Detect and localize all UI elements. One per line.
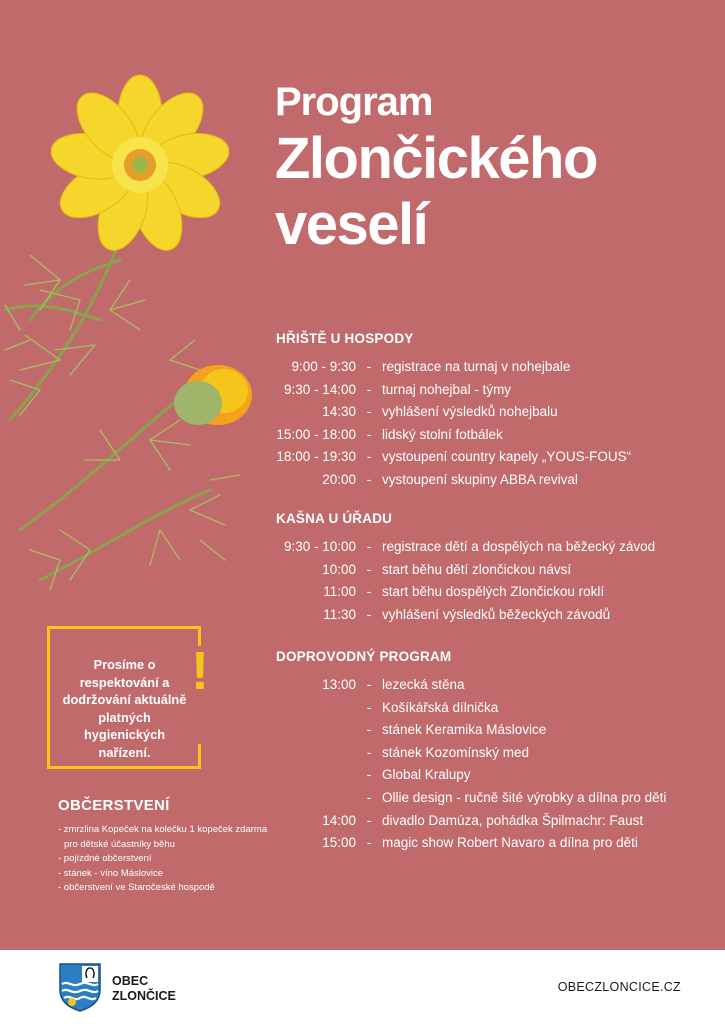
notice-text: Prosíme o respektování a dodržování aktuálně platných hygienických nařízení. <box>62 657 187 760</box>
row-text: Košíkářská dílnička <box>382 699 499 715</box>
row-dash: - <box>366 359 372 374</box>
row-text: magic show Robert Navaro a dílna pro děti <box>382 835 638 851</box>
schedule-row <box>276 424 706 447</box>
row-time: 13:00 <box>322 677 356 692</box>
schedule-row <box>276 379 706 402</box>
schedule-row <box>276 810 706 833</box>
schedule-row <box>276 832 706 855</box>
section-doprovodny <box>276 649 706 855</box>
row-text: turnaj nohejbal - týmy <box>382 381 512 397</box>
row-time: 14:00 <box>322 812 356 828</box>
schedule-row <box>276 356 706 379</box>
schedule-row <box>276 674 706 697</box>
schedule-row <box>276 697 706 720</box>
row-dash: - <box>366 812 372 828</box>
row-dash: - <box>366 539 372 554</box>
schedule-row <box>276 401 706 424</box>
row-time: 14:30 <box>322 404 356 420</box>
schedule-row <box>276 469 706 492</box>
notice-frame-edge <box>198 744 201 769</box>
title-line-2: Zlončického <box>275 126 597 191</box>
row-text: lidský stolní fotbálek <box>382 426 503 442</box>
hygiene-notice <box>47 626 209 773</box>
row-text: divadlo Damúza, pohádka Špilmachr: Faust <box>382 812 644 828</box>
schedule-row <box>276 742 706 765</box>
row-time: 15:00 <box>322 835 356 851</box>
row-time <box>276 764 356 787</box>
refreshments <box>58 797 278 896</box>
schedule-row <box>276 536 706 559</box>
village-crest-icon <box>58 962 102 1012</box>
footer <box>0 950 725 1024</box>
row-time: 11:00 <box>323 584 356 600</box>
warning-exclamation-icon: ! <box>191 641 209 701</box>
row-dash: - <box>366 789 372 805</box>
row-time <box>276 719 356 742</box>
section-hriste <box>276 331 706 492</box>
row-time <box>276 697 356 720</box>
row-dash: - <box>366 449 372 465</box>
footer-website-link[interactable]: OBECZLONCICE.CZ <box>557 980 681 994</box>
row-dash: - <box>366 404 372 420</box>
row-text: vystoupení country kapely „YOUS-FOUS“ <box>382 449 632 465</box>
row-dash: - <box>366 584 372 600</box>
schedule-row <box>276 719 706 742</box>
refreshments-item: - občerstvení ve Staročeské hospodě <box>58 882 215 893</box>
row-dash: - <box>366 835 372 851</box>
row-time: 20:00 <box>322 471 356 487</box>
row-time: 15:00 - 18:00 <box>276 426 356 442</box>
row-time: 11:30 <box>323 606 356 622</box>
row-dash: - <box>366 699 372 715</box>
section-heading: HŘIŠTĚ U HOSPODY <box>276 331 414 346</box>
row-text: Global Kralupy <box>382 767 471 783</box>
row-text: start běhu dětí zlončickou návsí <box>382 561 572 577</box>
row-text: vyhlášení výsledků nohejbalu <box>382 404 558 420</box>
row-time: 9:30 - 14:00 <box>283 381 356 397</box>
section-heading: KAŠNA U ÚŘADU <box>276 511 393 526</box>
refreshments-item: pro dětské účastníky běhu <box>64 838 175 850</box>
refreshments-item: - pojízdné občerstvení <box>58 853 152 864</box>
row-time: 9:30 - 10:00 <box>283 539 356 554</box>
footer-name-line-1: OBEC <box>112 974 149 988</box>
row-dash: - <box>366 426 372 442</box>
footer-municipality-name <box>112 974 176 1004</box>
schedule-row <box>276 446 706 469</box>
row-time: 10:00 <box>322 561 356 577</box>
row-text: stánek Keramika Máslovice <box>382 722 547 738</box>
footer-name-line-2: ZLONČICE <box>112 989 176 1003</box>
row-dash: - <box>366 471 372 487</box>
poster-title <box>275 78 597 258</box>
row-text: start běhu dospělých Zlončickou roklí <box>382 584 605 600</box>
row-time: 9:00 - 9:30 <box>291 359 356 374</box>
row-time <box>276 787 356 810</box>
refreshments-item: - zmrzlina Kopeček na kolečku 1 kopeček zdarma <box>58 824 268 835</box>
row-dash: - <box>366 381 372 397</box>
row-text: stánek Kozomínský med <box>382 744 530 760</box>
row-dash: - <box>366 677 372 692</box>
row-text: vyhlášení výsledků běžeckých závodů <box>382 606 611 622</box>
section-kasna <box>276 511 706 626</box>
row-time: 18:00 - 19:30 <box>276 449 356 465</box>
schedule-row <box>276 764 706 787</box>
row-dash: - <box>366 744 372 760</box>
section-heading: DOPROVODNÝ PROGRAM <box>276 649 452 664</box>
refreshments-heading: OBČERSTVENÍ <box>58 797 170 814</box>
row-text: registrace na turnaj v nohejbale <box>382 359 571 374</box>
row-text: vystoupení skupiny ABBA revival <box>382 471 578 487</box>
refreshments-item: - stánek - víno Máslovice <box>58 867 164 879</box>
schedule-row <box>276 581 706 604</box>
row-dash: - <box>366 722 372 738</box>
title-line-1: Program <box>275 80 433 124</box>
row-text: registrace dětí a dospělých na běžecký závod <box>382 539 656 554</box>
schedule-row <box>276 559 706 582</box>
row-dash: - <box>366 561 372 577</box>
pheasant-eye-flower-illustration <box>0 60 260 600</box>
row-dash: - <box>366 767 372 783</box>
row-time <box>276 742 356 765</box>
row-dash: - <box>366 606 372 622</box>
schedule-row <box>276 787 706 810</box>
title-line-3: veselí <box>275 192 428 257</box>
schedule-row <box>276 604 706 627</box>
row-text: Ollie design - ručně šité výrobky a dílna pro děti <box>382 789 667 805</box>
row-text: lezecká stěna <box>382 677 465 692</box>
